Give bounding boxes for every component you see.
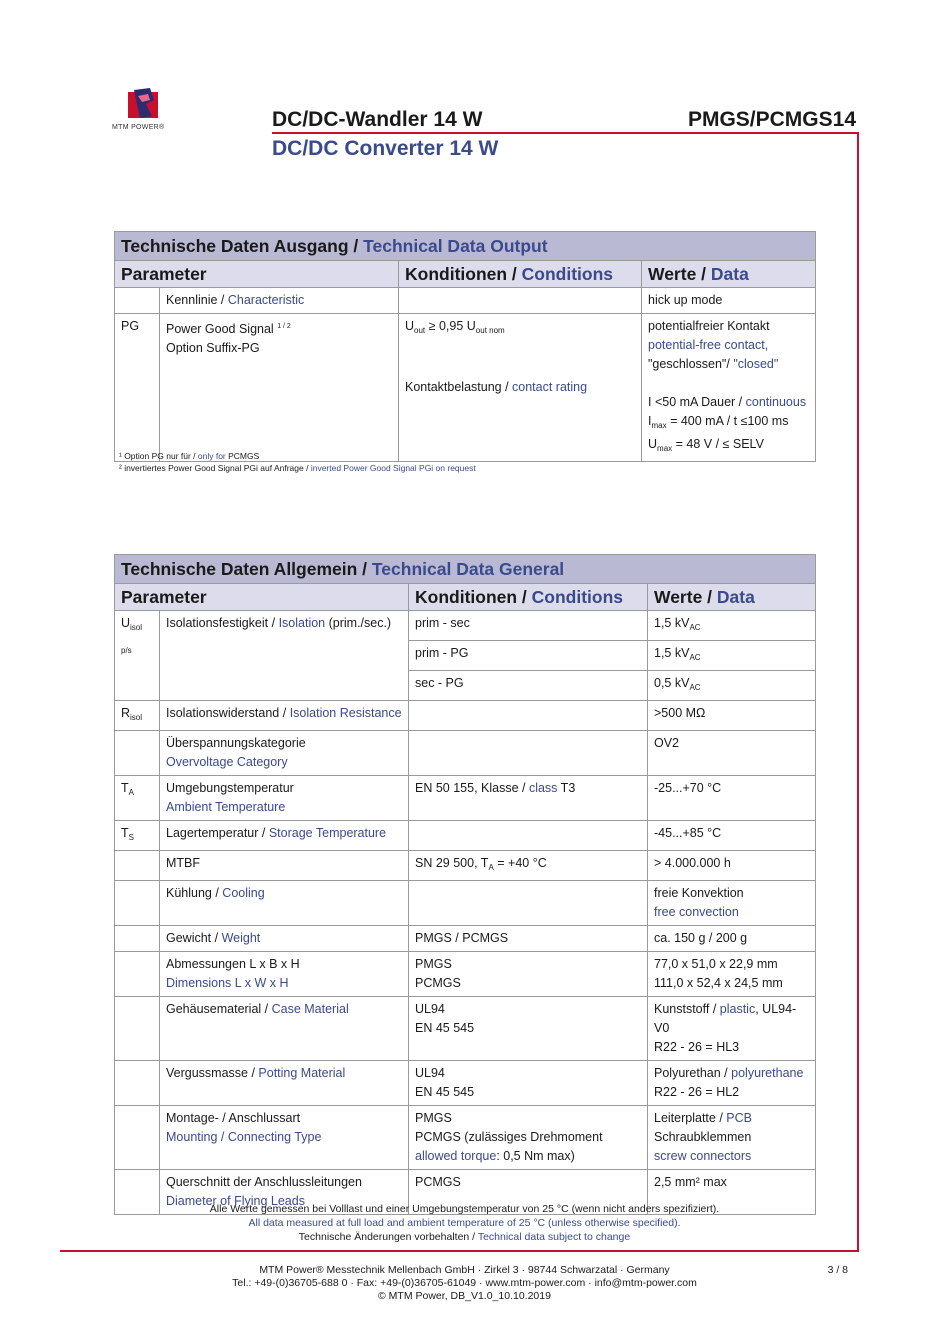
col-parameter: Parameter	[115, 584, 409, 611]
footnote-1: ¹ Option PG nur für / only for PCMGS	[119, 451, 260, 461]
value-cell: > 4.000.000 h	[648, 851, 816, 881]
value-cell: Kunststoff / plastic, UL94-V0 R22 - 26 = HL3	[648, 997, 816, 1061]
param-cell: Power Good Signal $^{1 / 2}$ Option Suffix-PG	[160, 314, 399, 462]
param-cell: Montage- / Anschlussart Mounting / Connecting Type	[160, 1106, 409, 1170]
table-row	[115, 288, 816, 314]
value-cell: freie Konvektion free convection	[648, 881, 816, 926]
column-header-row	[115, 261, 816, 288]
value-cell: ca. 150 g / 200 g	[648, 926, 816, 952]
value-cell: Polyurethan / polyurethane R22 - 26 = HL2	[648, 1061, 816, 1106]
note-line-de: Alle Werte gemessen bei Volllast und einer Umgebungstemperatur von 25 °C (wenn nicht anders spezifiziert).	[209, 1203, 720, 1215]
param-cell: Überspannungskategorie Overvoltage Category	[160, 731, 409, 776]
value-cell: potentialfreier Kontakt potential-free contact, "geschlossen"/ "closed" I <50 mA Dauer / continuous $I_{max} = 400$ mA / t ≤100 ms $U_{max} = 48$ V / ≤ SELV	[642, 314, 816, 462]
product-code: PMGS/PCMGS14	[687, 108, 856, 131]
value-cell: 1,5 $kV_{AC}$	[648, 641, 816, 671]
company-footer	[114, 1264, 815, 1303]
condition-cell: PCMGS	[409, 1170, 648, 1215]
symbol-cell: $R_{isol}$	[115, 701, 160, 731]
param-cell: Gewicht / Weight	[160, 926, 409, 952]
param-cell: Querschnitt der Anschlussleitungen Diameter of Flying Leads	[160, 1170, 409, 1215]
param-cell: Gehäusematerial / Case Material	[160, 997, 409, 1061]
table-row	[115, 1106, 816, 1170]
value-cell: -25...+70 °C	[648, 776, 816, 821]
value-cell: 77,0 x 51,0 x 22,9 mm 111,0 x 52,4 x 24,5 mm	[648, 952, 816, 997]
symbol-cell: $T_A$	[115, 776, 160, 821]
table-row	[115, 821, 816, 851]
table-row	[115, 731, 816, 776]
mtm-power-logo-icon	[128, 88, 162, 120]
company-logo	[112, 88, 182, 136]
table-row	[115, 952, 816, 997]
value-cell: 2,5 mm² max	[648, 1170, 816, 1215]
param-cell: Isolationswiderstand / Isolation Resistance	[160, 701, 409, 731]
section-title: Technische Daten Allgemein / Technical Data General	[115, 555, 816, 584]
table-row	[115, 851, 816, 881]
title-german: DC/DC-Wandler 14 W	[272, 108, 483, 131]
measurement-notes	[114, 1202, 815, 1244]
note-line-changes: Technische Änderungen vorbehalten / Technical data subject to change	[298, 1231, 631, 1243]
condition-cell: sec - PG	[409, 671, 648, 701]
param-cell: Lagertemperatur / Storage Temperature	[160, 821, 409, 851]
symbol-cell: $T_S$	[115, 821, 160, 851]
param-cell: Isolationsfestigkeit / Isolation (prim./sec.)	[160, 611, 409, 701]
title-english: DC/DC Converter 14 W	[272, 137, 499, 160]
condition-cell: UL94 EN 45 545	[409, 997, 648, 1061]
condition-cell: $U_{out} \ge 0,95$ $U_{out nom}$ Kontaktbelastung / contact rating	[399, 314, 642, 462]
table-row	[115, 701, 816, 731]
table-row	[115, 776, 816, 821]
value-cell: Leiterplatte / PCB Schraubklemmen screw connectors	[648, 1106, 816, 1170]
condition-cell: PMGS PCMGS (zulässiges Drehmoment allowed torque: 0,5 Nm max)	[409, 1106, 648, 1170]
symbol-cell: $U_{isol p/s}$	[115, 611, 160, 701]
copyright: © MTM Power, DB_V1.0_10.10.2019	[378, 1290, 551, 1302]
output-data-table	[114, 231, 816, 462]
condition-cell: UL94 EN 45 545	[409, 1061, 648, 1106]
company-address: MTM Power® Messtechnik Mellenbach GmbH · Zirkel 3 · 98744 Schwarzatal · Germany	[259, 1264, 670, 1276]
value-cell: 1,5 $kV_{AC}$	[648, 611, 816, 641]
param-cell: Umgebungstemperatur Ambient Temperature	[160, 776, 409, 821]
value-cell: 0,5 $kV_{AC}$	[648, 671, 816, 701]
column-header-row	[115, 584, 816, 611]
condition-cell: EN 50 155, Klasse / class T3	[409, 776, 648, 821]
value-cell: >500 MΩ	[648, 701, 816, 731]
table-row	[115, 881, 816, 926]
condition-cell: SN 29 500, $T_A = +40$ °C	[409, 851, 648, 881]
red-rule-right	[857, 132, 859, 1252]
col-parameter: Parameter	[115, 261, 399, 288]
condition-cell: PMGS PCMGS	[409, 952, 648, 997]
col-conditions: Konditionen / Conditions	[409, 584, 648, 611]
red-rule-bottom	[60, 1250, 859, 1252]
company-contact: Tel.: +49-(0)36705-688 0 · Fax: +49-(0)36705-61049 · www.mtm-power.com · info@mtm-power.com	[232, 1277, 697, 1289]
table-row	[115, 997, 816, 1061]
param-cell: Kennlinie / Characteristic	[160, 288, 399, 314]
table-row	[115, 1061, 816, 1106]
value-cell: OV2	[648, 731, 816, 776]
section-header-row	[115, 232, 816, 261]
section-title: Technische Daten Ausgang / Technical Data Output	[115, 232, 816, 261]
col-values: Werte / Data	[648, 584, 816, 611]
col-conditions: Konditionen / Conditions	[399, 261, 642, 288]
condition-cell: prim - sec	[409, 611, 648, 641]
col-values: Werte / Data	[642, 261, 816, 288]
value-cell: -45...+85 °C	[648, 821, 816, 851]
red-rule-top	[272, 132, 859, 134]
value-cell: hick up mode	[642, 288, 816, 314]
param-cell: Vergussmasse / Potting Material	[160, 1061, 409, 1106]
table-row	[115, 611, 816, 641]
param-cell: MTBF	[160, 851, 409, 881]
table-row	[115, 314, 816, 462]
symbol-cell: PG	[115, 314, 160, 462]
condition-cell: prim - PG	[409, 641, 648, 671]
condition-cell: PMGS / PCMGS	[409, 926, 648, 952]
note-line-en: All data measured at full load and ambient temperature of 25 °C (unless otherwise specified).	[248, 1217, 681, 1229]
logo-text: MTM POWER®	[112, 124, 165, 131]
section-header-row	[115, 555, 816, 584]
footnote-2: ² invertiertes Power Good Signal PGi auf Anfrage / inverted Power Good Signal PGi on request	[119, 463, 476, 473]
page-number: 3 / 8	[827, 1264, 848, 1276]
param-cell: Kühlung / Cooling	[160, 881, 409, 926]
param-cell: Abmessungen L x B x H Dimensions L x W x H	[160, 952, 409, 997]
general-data-table	[114, 554, 816, 1215]
table-row	[115, 926, 816, 952]
